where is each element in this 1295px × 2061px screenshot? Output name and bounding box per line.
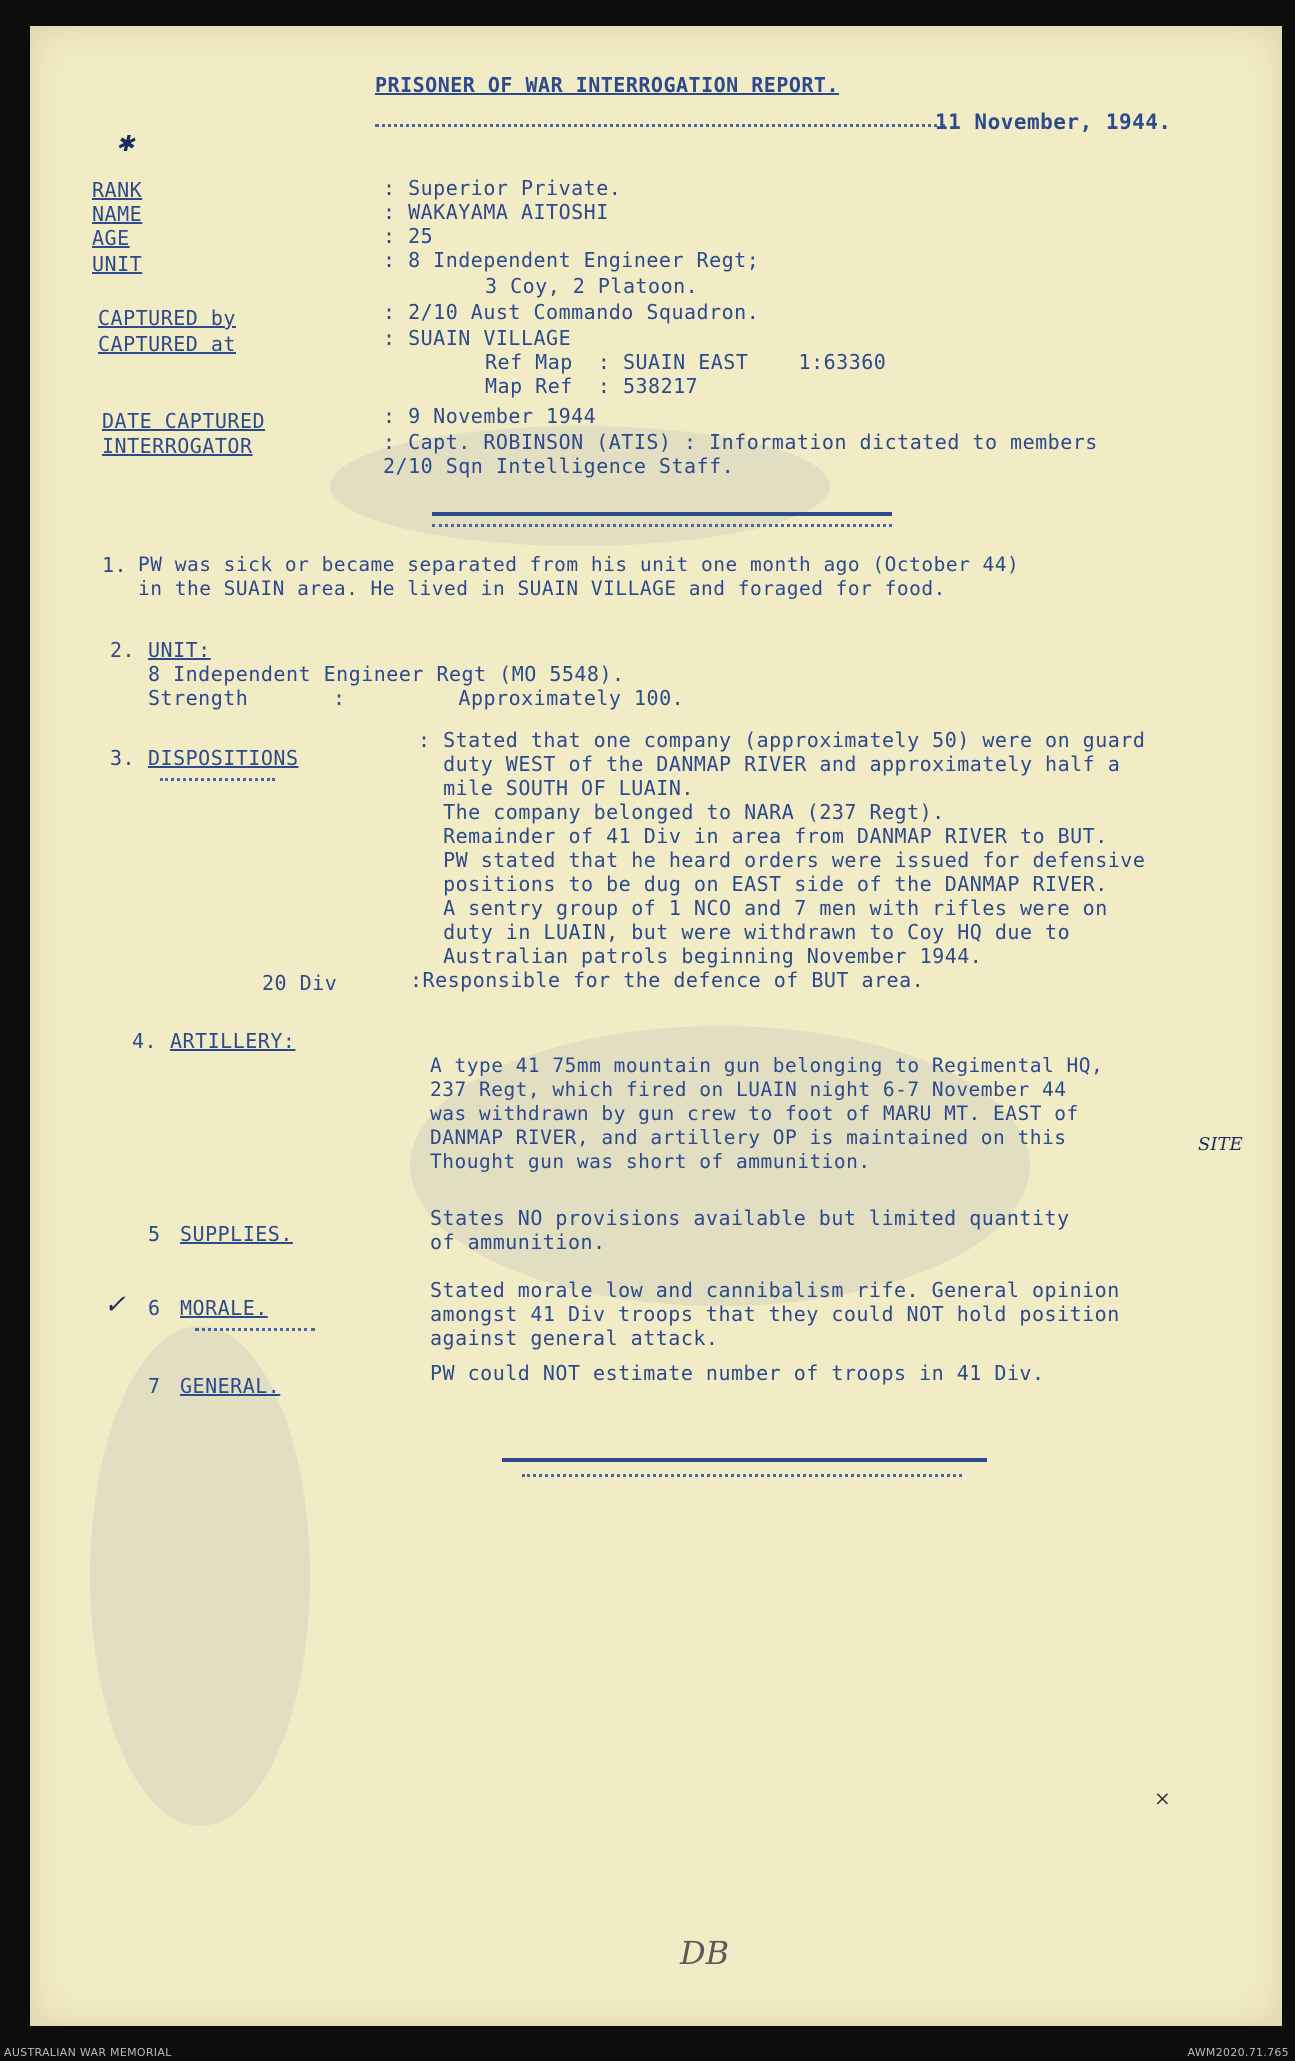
section-6-line: Stated morale low and cannibalism rife. General opinion xyxy=(430,1278,1120,1302)
unit-value-line1: : 8 Independent Engineer Regt; xyxy=(383,248,760,272)
section-divider xyxy=(432,512,892,516)
closing-divider xyxy=(502,1458,987,1462)
section-5-line: States NO provisions available but limited quantity xyxy=(430,1206,1070,1230)
section-2-line1: 8 Independent Engineer Regt (MO 5548). xyxy=(148,662,625,686)
section-2-strength-label: Strength xyxy=(148,686,249,710)
captured-by-label: CAPTURED by xyxy=(98,306,236,330)
section-2-heading: UNIT: xyxy=(148,638,211,662)
unit-label: UNIT xyxy=(92,252,143,276)
section-3-div-value: :Responsible for the defence of BUT area. xyxy=(410,968,925,992)
section-6-dots xyxy=(195,1328,315,1331)
section-5-heading: SUPPLIES. xyxy=(180,1222,293,1246)
ref-map-line: Ref Map : SUAIN EAST 1:63360 xyxy=(485,350,887,374)
captured-by-value: : 2/10 Aust Commando Squadron. xyxy=(383,300,760,324)
captured-at-label: CAPTURED at xyxy=(98,332,236,356)
interrogator-value-line1: : Capt. ROBINSON (ATIS) : Information dictated to members xyxy=(383,430,1098,454)
section-5-line: of ammunition. xyxy=(430,1230,606,1254)
section-3-line: mile SOUTH OF LUAIN. xyxy=(418,776,694,800)
section-3-dots xyxy=(160,778,275,781)
section-3-line: Remainder of 41 Div in area from DANMAP RIVER to BUT. xyxy=(418,824,1108,848)
section-7-line: PW could NOT estimate number of troops in 41 Div. xyxy=(430,1361,1045,1385)
margin-mark: ✱ xyxy=(116,132,135,157)
document-page xyxy=(30,26,1282,2026)
section-3-line: The company belonged to NARA (237 Regt). xyxy=(418,800,945,824)
captured-at-value: : SUAIN VILLAGE xyxy=(383,326,572,350)
section-3-line: : Stated that one company (approximately 50) were on guard xyxy=(418,728,1146,752)
rank-label: RANK xyxy=(92,178,143,202)
handwritten-site: SITE xyxy=(1198,1134,1243,1155)
pencil-x-mark: × xyxy=(1154,1786,1171,1810)
section-4-line: was withdrawn by gun crew to foot of MARU MT. EAST of xyxy=(430,1102,1079,1125)
margin-tick: ✓ xyxy=(104,1290,126,1320)
section-4-line: DANMAP RIVER, and artillery OP is maintained on this xyxy=(430,1126,1067,1149)
section-3-line: PW stated that he heard orders were issued for defensive xyxy=(418,848,1146,872)
report-date: 11 November, 1944. xyxy=(935,110,1172,134)
section-4-heading: ARTILLERY: xyxy=(170,1029,296,1053)
section-6-number: 6 xyxy=(148,1296,161,1320)
section-3-line: Australian patrols beginning November 1944. xyxy=(418,944,983,968)
section-4-number: 4. xyxy=(132,1029,158,1053)
section-3-line: duty in LUAIN, but were withdrawn to Coy HQ due to xyxy=(418,920,1071,944)
section-3-line: positions to be dug on EAST side of the DANMAP RIVER. xyxy=(418,872,1108,896)
closing-divider-dots xyxy=(522,1474,962,1477)
age-label: AGE xyxy=(92,226,130,250)
name-label: NAME xyxy=(92,202,143,226)
date-captured-value: : 9 November 1944 xyxy=(383,404,597,428)
section-1-number: 1. xyxy=(102,553,128,577)
section-divider-dots xyxy=(432,524,892,527)
section-3-number: 3. xyxy=(110,746,136,770)
section-2-strength-value: : Approximately 100. xyxy=(333,686,685,710)
section-3-heading: DISPOSITIONS xyxy=(148,746,299,770)
age-value: : 25 xyxy=(383,224,434,248)
section-3-div-label: 20 Div xyxy=(262,971,338,995)
rank-value: : Superior Private. xyxy=(383,176,622,200)
unit-value-line2: 3 Coy, 2 Platoon. xyxy=(485,274,699,298)
title-dotted-leader xyxy=(375,124,945,127)
footer-accession-number: AWM2020.71.765 xyxy=(1187,2046,1289,2059)
section-4-line: 237 Regt, which fired on LUAIN night 6-7 November 44 xyxy=(430,1078,1067,1101)
section-4-line: A type 41 75mm mountain gun belonging to Regimental HQ, xyxy=(430,1054,1104,1077)
name-value: : WAKAYAMA AITOSHI xyxy=(383,200,609,224)
section-7-number: 7 xyxy=(148,1374,161,1398)
section-7-heading: GENERAL. xyxy=(180,1374,281,1398)
section-1-line1: PW was sick or became separated from his unit one month ago (October 44) xyxy=(138,553,1020,576)
interrogator-value-line2: 2/10 Sqn Intelligence Staff. xyxy=(383,454,735,478)
section-2-number: 2. xyxy=(110,638,136,662)
pencil-initials: DB xyxy=(680,1934,730,1972)
date-captured-label: DATE CAPTURED xyxy=(102,409,266,433)
footer-archive-name: AUSTRALIAN WAR MEMORIAL xyxy=(4,2046,172,2059)
section-4-line: Thought gun was short of ammunition. xyxy=(430,1150,871,1173)
section-5-number: 5 xyxy=(148,1222,161,1246)
section-1-line2: in the SUAIN area. He lived in SUAIN VILLAGE and foraged for food. xyxy=(138,577,946,600)
interrogator-label: INTERROGATOR xyxy=(102,434,253,458)
section-6-heading: MORALE. xyxy=(180,1296,268,1320)
section-3-line: A sentry group of 1 NCO and 7 men with rifles were on xyxy=(418,896,1108,920)
section-6-line: amongst 41 Div troops that they could NOT hold position xyxy=(430,1302,1120,1326)
section-6-line: against general attack. xyxy=(430,1326,719,1350)
report-title: PRISONER OF WAR INTERROGATION REPORT. xyxy=(375,73,840,97)
section-3-line: duty WEST of the DANMAP RIVER and approximately half a xyxy=(418,752,1121,776)
map-ref-line: Map Ref : 538217 xyxy=(485,374,699,398)
ink-smudge xyxy=(90,1326,310,1826)
